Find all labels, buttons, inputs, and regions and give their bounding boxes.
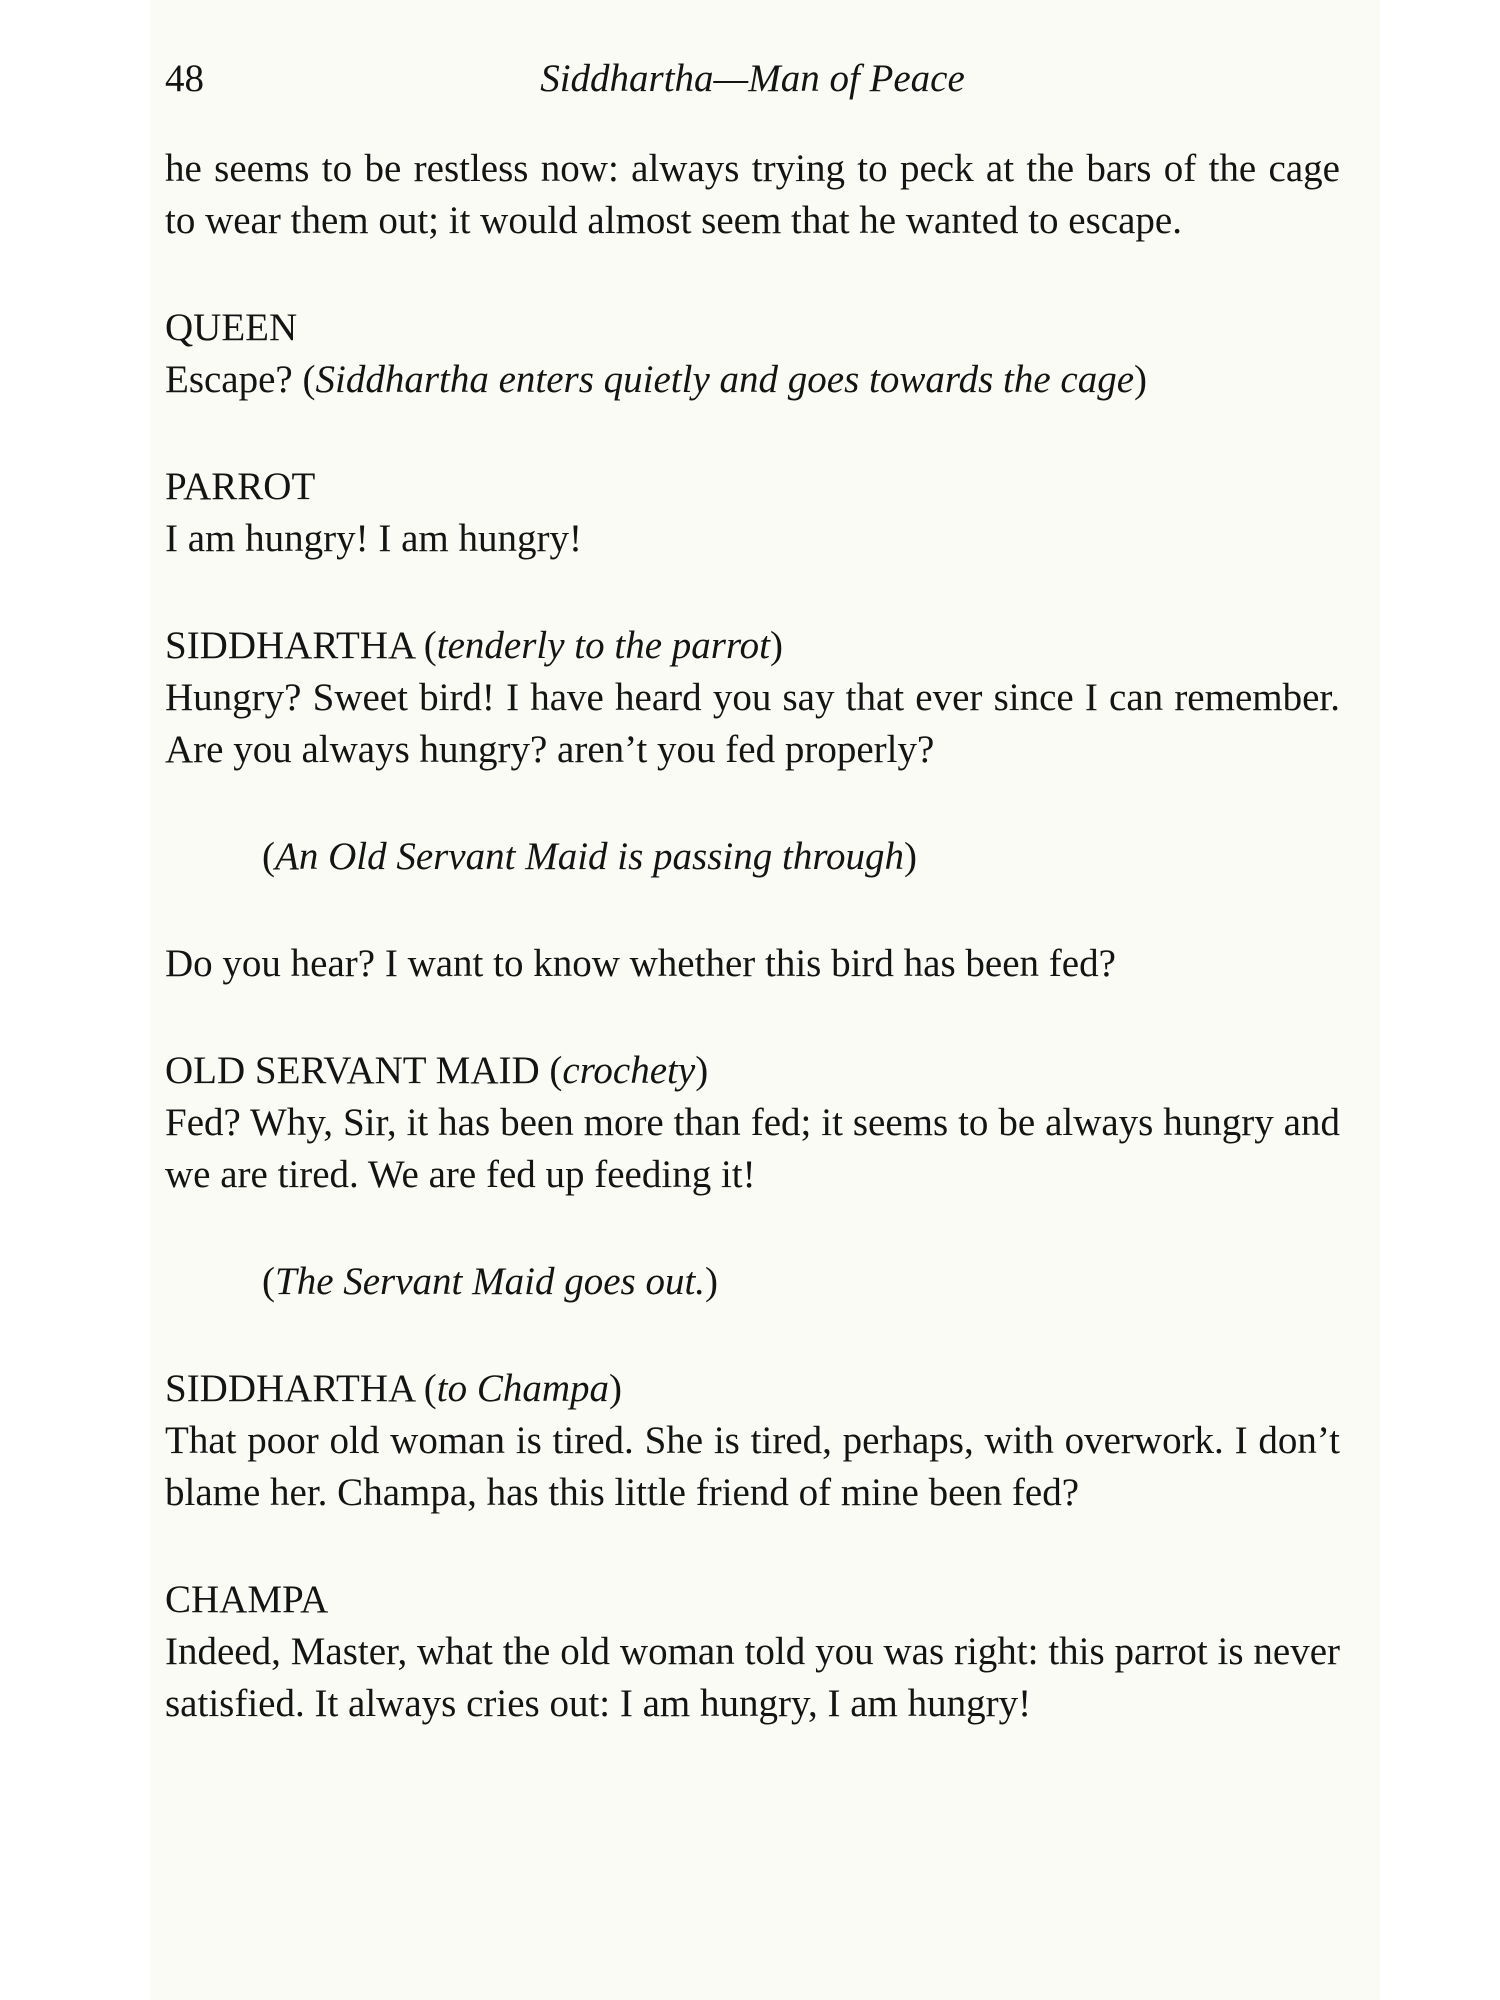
- speaker-direction: tenderly to the parrot: [436, 624, 771, 667]
- spacer: [165, 1201, 1340, 1256]
- spacer: [165, 406, 1340, 461]
- stage-direction-text: The Servant Maid goes out.: [275, 1260, 706, 1303]
- paren-close: ): [904, 835, 918, 878]
- spacer: [165, 1308, 1340, 1363]
- paren-close: ): [609, 1367, 623, 1410]
- paren-close: ): [695, 1049, 709, 1092]
- paren-close: ): [1134, 358, 1148, 401]
- paren-open: (: [262, 1260, 275, 1303]
- dialogue-siddhartha-1: Hungry? Sweet bird! I have heard you say that ever since I can remember. Are you always hungry? aren’t you fed properly?: [165, 676, 1340, 771]
- paren-open: (: [414, 1367, 437, 1410]
- paren-open: (: [262, 835, 275, 878]
- dialogue-siddhartha-2: That poor old woman is tired. She is tired, perhaps, with overwork. I don’t blame her. Champa, has this little friend of mine been fed?: [165, 1419, 1340, 1514]
- dialogue-champa: Indeed, Master, what the old woman told you was right: this parrot is never satisfied. It always cries out: I am hungry, I am hungry!: [165, 1630, 1340, 1725]
- speaker-direction: crochety: [562, 1049, 696, 1092]
- spacer: [165, 776, 1340, 831]
- spacer: [165, 247, 1340, 302]
- dialogue-siddhartha-1b: Do you hear? I want to know whether this bird has been fed?: [165, 942, 1116, 985]
- paren-open: (: [539, 1049, 563, 1092]
- page-header: [165, 56, 1340, 106]
- running-title: Siddhartha—Man of Peace: [540, 57, 965, 100]
- spacer: [165, 565, 1340, 620]
- dialogue-parrot: I am hungry! I am hungry!: [165, 517, 582, 560]
- paren-open: (: [414, 624, 437, 667]
- speaker-siddhartha-2: [165, 1363, 1340, 1415]
- dialogue-text: Escape? (: [165, 358, 316, 401]
- speaker-direction: to Champa: [436, 1367, 610, 1410]
- speaker-name: OLD SERVANT MAID: [165, 1049, 540, 1092]
- speaker-champa: CHAMPA: [165, 1578, 329, 1621]
- stage-direction: Siddhartha enters quietly and goes towards the cage: [315, 358, 1135, 401]
- speaker-parrot: PARROT: [165, 465, 316, 508]
- speaker-siddhartha-1: [165, 620, 1340, 672]
- stage-direction-2: [165, 1256, 1340, 1308]
- paragraph-continuation: he seems to be restless now: always trying to peck at the bars of the cage to wear them out; it would almost seem that he wanted to escape.: [165, 147, 1340, 242]
- speaker-old-servant-maid: [165, 1045, 1340, 1097]
- speaker-name: SIDDHARTHA: [165, 1367, 415, 1410]
- stage-direction-text: An Old Servant Maid is passing through: [275, 835, 905, 878]
- spacer: [165, 990, 1340, 1045]
- dialogue-queen: [165, 354, 1340, 406]
- page-number: 48: [165, 57, 204, 100]
- dialogue-old-servant-maid: Fed? Why, Sir, it has been more than fed; it seems to be always hungry and we are tired. We are fed up feeding it!: [165, 1101, 1340, 1196]
- speaker-name: SIDDHARTHA: [165, 624, 415, 667]
- page-body: [165, 143, 1340, 1730]
- paren-close: ): [770, 624, 784, 667]
- paren-close: ): [705, 1260, 719, 1303]
- spacer: [165, 1519, 1340, 1574]
- spacer: [165, 883, 1340, 938]
- speaker-queen: QUEEN: [165, 306, 298, 349]
- stage-direction-1: [165, 831, 1340, 883]
